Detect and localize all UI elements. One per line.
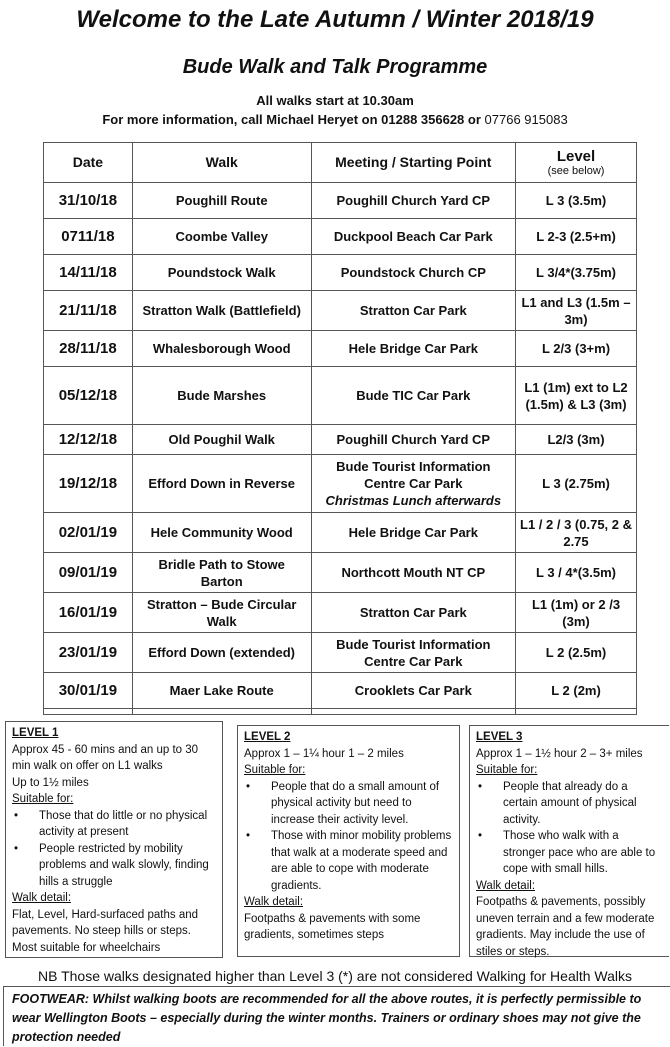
row-level (516, 455, 637, 513)
row-walk-text: Old Poughil Walk (168, 432, 275, 447)
row-date (44, 425, 133, 455)
row-meeting-text: Stratton Car Park (359, 605, 467, 620)
row-date (44, 633, 133, 673)
walk-detail-text: Flat, Level, Hard-surfaced paths and pavements. No steep hills or steps. Most suitable for wheelchairs (12, 908, 199, 954)
row-date-text: 09/01/19 (58, 564, 118, 581)
row-meeting (311, 291, 515, 331)
row-walk-text: Hele Community Wood (150, 525, 293, 540)
row-walk (132, 183, 311, 219)
suitable-text: People restricted by mobility problems and walk slowly, finding hills a struggle (39, 842, 209, 888)
bullet-icon: • (14, 842, 19, 855)
row-date (44, 255, 133, 291)
nb-note: NB Those walks designated higher than Level 3 (*) are not considered Walking for Health Walks (37, 968, 632, 984)
row-date (44, 455, 133, 513)
row-level-text: L2/3 (3m) (547, 432, 605, 447)
empty-row (44, 709, 637, 715)
suitable-text: Those who walk with a stronger pace who are able to cope with small hills. (503, 830, 656, 875)
header-meeting: Meeting / Starting Point (311, 143, 515, 183)
row-walk (132, 553, 311, 593)
row-level (516, 513, 637, 553)
row-level (516, 633, 637, 673)
table-row (44, 455, 637, 513)
level-2-box (237, 725, 460, 957)
walk-programme-table (43, 142, 637, 715)
row-meeting (311, 183, 515, 219)
row-level (516, 367, 637, 425)
header-level (516, 143, 637, 183)
row-level-text: L 3/4*(3.75m) (536, 265, 616, 280)
row-meeting-text: Hele Bridge Car Park (348, 341, 478, 356)
row-level-text: L1 (1m) or 2 /3 (3m) (531, 596, 621, 629)
suitable-item (244, 779, 453, 829)
row-meeting-text: Hele Bridge Car Park (348, 525, 478, 540)
programme-title: Bude Walk and Talk Programme (182, 56, 488, 78)
bullet-icon: • (14, 809, 19, 822)
row-walk-text: Efford Down (extended) (148, 645, 295, 660)
row-meeting (311, 367, 515, 425)
walk-detail-label: Walk detail: (244, 896, 304, 908)
row-level (516, 183, 637, 219)
row-meeting-text: Bude TIC Car Park (356, 388, 471, 403)
row-walk (132, 255, 311, 291)
row-date-text: 31/10/18 (58, 192, 118, 209)
row-date-text: 0711/18 (61, 228, 115, 245)
table-row (44, 513, 637, 553)
row-walk (132, 425, 311, 455)
row-meeting-text: Bude Tourist Information Centre Car Park (336, 459, 491, 491)
table-row (44, 593, 637, 633)
table-row (44, 255, 637, 291)
contact-text: For more information, call Michael Heryet on 01288 356628 or (102, 112, 481, 127)
header-level-label: Level (556, 147, 596, 165)
row-walk (132, 593, 311, 633)
row-meeting-text: Duckpool Beach Car Park (333, 229, 493, 244)
row-level (516, 553, 637, 593)
row-date (44, 553, 133, 593)
suitable-item (476, 779, 663, 829)
header-walk: Walk (132, 143, 311, 183)
row-meeting (311, 255, 515, 291)
walk-detail-label: Walk detail: (12, 892, 72, 904)
row-walk-text: Poundstock Walk (167, 265, 276, 280)
row-walk-text: Stratton – Bude Circular Walk (146, 596, 297, 629)
row-level (516, 673, 637, 709)
row-walk (132, 291, 311, 331)
row-level-text: L 2/3 (3+m) (541, 341, 611, 356)
level-heading: LEVEL 3 (476, 731, 523, 743)
row-meeting (311, 593, 515, 633)
walk-detail-text: Footpaths & pavements, possibly uneven terrain and a few moderate gradients. May include the use of stiles or steps. (476, 896, 655, 958)
row-date-text: 19/12/18 (58, 475, 118, 492)
row-meeting-text: Stratton Car Park (359, 303, 467, 318)
level-heading: LEVEL 2 (244, 731, 291, 743)
row-walk-text: Coombe Valley (175, 229, 268, 244)
suitable-item (476, 828, 663, 878)
suitable-item (12, 841, 216, 891)
row-date (44, 593, 133, 633)
table-row (44, 331, 637, 367)
suitable-text: Those that do little or no physical activity at present (39, 809, 208, 838)
suitable-list (244, 779, 453, 895)
row-walk-text: Efford Down in Reverse (148, 476, 296, 491)
bullet-icon: • (478, 830, 483, 842)
row-date (44, 219, 133, 255)
bullet-icon: • (246, 830, 251, 842)
row-meeting (311, 331, 515, 367)
contact-info (0, 112, 670, 127)
row-meeting-text: Poundstock Church CP (340, 265, 486, 280)
header-level-sub: (see below) (547, 164, 605, 177)
level-intro: Up to 1½ miles (12, 776, 89, 789)
row-level-text: L1 / 2 / 3 (0.75, 2 & 2.75 (520, 516, 632, 549)
row-date (44, 673, 133, 709)
row-walk-text: Poughill Route (175, 193, 268, 208)
row-date-text: 23/01/19 (58, 644, 118, 661)
row-level (516, 219, 637, 255)
level-heading: LEVEL 1 (12, 727, 59, 739)
row-meeting (311, 219, 515, 255)
bullet-icon: • (246, 780, 251, 793)
row-level-text: L 2 (2.5m) (545, 645, 607, 660)
suitable-item (12, 808, 216, 841)
bullet-icon: • (478, 780, 483, 793)
row-level (516, 291, 637, 331)
meeting-note: Christmas Lunch afterwards (325, 493, 502, 508)
row-date-text: 28/11/18 (59, 340, 117, 357)
row-walk (132, 633, 311, 673)
row-walk-text: Stratton Walk (Battlefield) (142, 303, 301, 318)
row-meeting-text: Poughill Church Yard CP (336, 193, 491, 208)
row-walk (132, 219, 311, 255)
row-date-text: 14/11/18 (59, 264, 117, 281)
suitable-label: Suitable for: (12, 793, 74, 805)
row-meeting-text: Northcott Mouth NT CP (341, 565, 486, 580)
row-meeting (311, 455, 515, 513)
table-row (44, 367, 637, 425)
page-title: Welcome to the Late Autumn / Winter 2018/19 (76, 6, 594, 33)
table-row (44, 219, 637, 255)
table-row (44, 673, 637, 709)
row-level (516, 255, 637, 291)
table-row (44, 633, 637, 673)
row-date-text: 30/01/19 (58, 682, 118, 699)
row-level-text: L 3 (3.5m) (545, 193, 607, 208)
row-meeting-text: Bude Tourist Information Centre Car Park (336, 636, 491, 669)
suitable-list (12, 808, 216, 891)
row-date-text: 02/01/19 (58, 524, 118, 541)
row-meeting (311, 513, 515, 553)
table-header-row (44, 143, 637, 183)
suitable-label: Suitable for: (476, 764, 538, 776)
suitable-item (244, 828, 453, 894)
row-level-text: L 3 / 4*(3.5m) (536, 565, 616, 580)
row-date-text: 05/12/18 (58, 387, 118, 404)
row-meeting (311, 425, 515, 455)
row-walk-text: Whalesborough Wood (152, 341, 291, 356)
row-meeting-text: Crooklets Car Park (354, 683, 472, 698)
table-row (44, 553, 637, 593)
suitable-list (476, 779, 663, 878)
row-walk (132, 455, 311, 513)
level-intro: Approx 1 – 1¼ hour 1 – 2 miles (244, 747, 404, 760)
alt-phone: 07766 915083 (484, 112, 568, 127)
row-date-text: 21/11/18 (59, 302, 117, 319)
suitable-text: People that do a small amount of physical activity but need to increase their activity level. (271, 780, 440, 826)
row-meeting (311, 673, 515, 709)
row-date (44, 513, 133, 553)
footwear-note: FOOTWEAR: Whilst walking boots are recommended for all the above routes, it is perfectly permissible to wear Wellington Boots – especially during the winter months. Trainers or ordinary shoes may not give the protection needed (3, 986, 670, 1046)
row-walk-text: Bude Marshes (177, 388, 267, 403)
row-date (44, 183, 133, 219)
row-walk (132, 673, 311, 709)
row-walk (132, 331, 311, 367)
table-row (44, 425, 637, 455)
row-level-text: L1 and L3 (1.5m – 3m) (521, 294, 631, 327)
row-date (44, 291, 133, 331)
row-level-text: L 2-3 (2.5+m) (536, 229, 616, 244)
header-date: Date (44, 143, 133, 183)
table-row (44, 183, 637, 219)
suitable-text: Those with minor mobility problems that walk at a moderate speed and are able to cope with moderate gradients. (271, 830, 452, 892)
row-meeting (311, 633, 515, 673)
row-date (44, 331, 133, 367)
row-level-text: L1 (1m) ext to L2 (1.5m) & L3 (3m) (524, 379, 628, 412)
row-level (516, 425, 637, 455)
row-date-text: 16/01/19 (58, 604, 118, 621)
row-meeting-text: Poughill Church Yard CP (336, 432, 491, 447)
walk-detail-label: Walk detail: (476, 879, 536, 892)
row-date-text: 12/12/18 (58, 431, 118, 448)
level-intro: Approx 45 - 60 mins and an up to 30 min walk on offer on L1 walks (12, 743, 199, 772)
suitable-text: People that already do a certain amount of physical activity. (503, 780, 637, 826)
walk-detail-text: Footpaths & pavements with some gradients, sometimes steps (244, 912, 421, 941)
row-walk-text: Bridle Path to Stowe Barton (158, 556, 285, 589)
row-level-text: L 3 (2.75m) (542, 476, 610, 491)
table-row (44, 291, 637, 331)
level-3-box (469, 725, 669, 957)
start-time-note: All walks start at 10.30am (256, 93, 414, 108)
row-level-text: L 2 (2m) (551, 683, 601, 698)
level-1-box (5, 721, 223, 958)
row-level (516, 593, 637, 633)
row-walk (132, 513, 311, 553)
row-date (44, 367, 133, 425)
level-intro: Approx 1 – 1½ hour 2 – 3+ miles (476, 747, 643, 760)
suitable-label: Suitable for: (244, 764, 306, 776)
row-walk-text: Maer Lake Route (169, 683, 274, 698)
row-meeting (311, 553, 515, 593)
row-walk (132, 367, 311, 425)
row-level (516, 331, 637, 367)
